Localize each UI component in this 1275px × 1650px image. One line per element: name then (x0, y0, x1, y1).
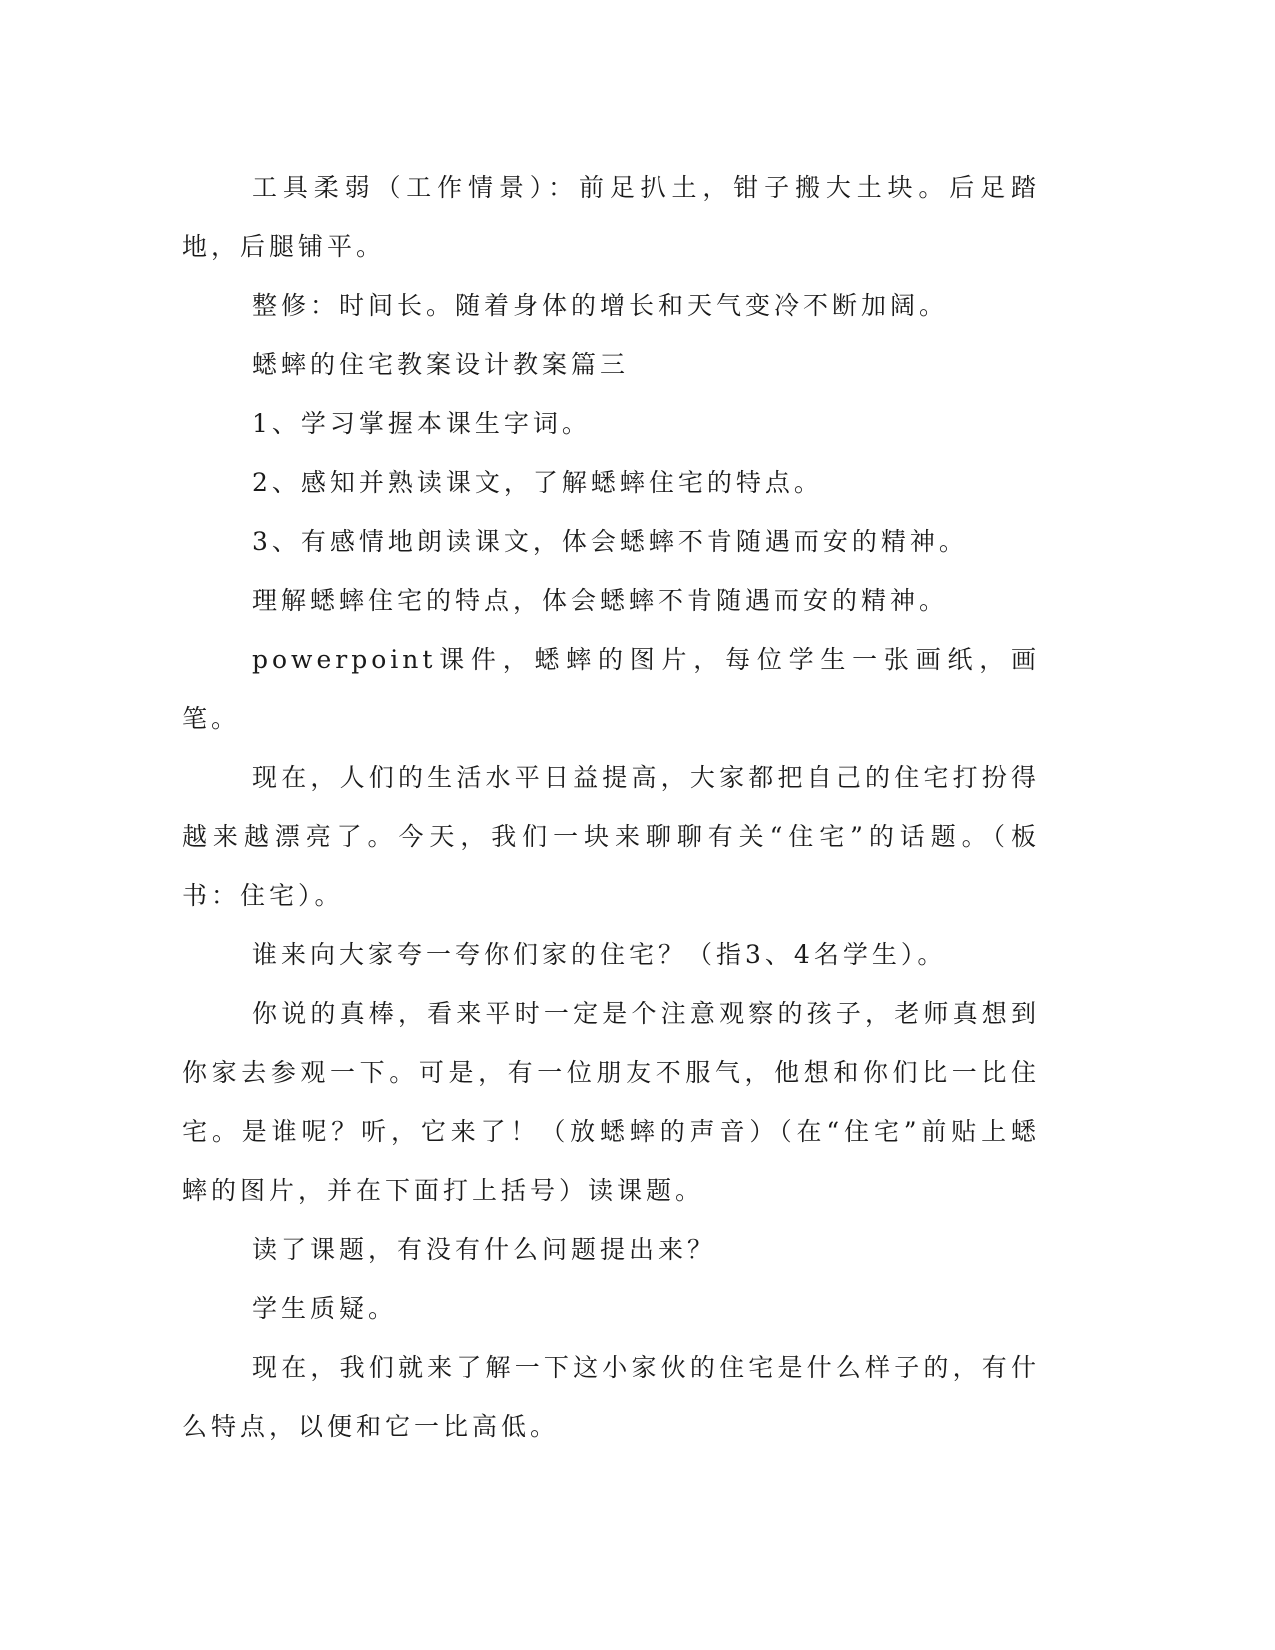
key-points: 理解蟋蟀住宅的特点，体会蟋蟀不肯随遇而安的精神。 (252, 586, 949, 615)
objective-item-3: 3、有感情地朗读课文，体会蟋蟀不肯随遇而安的精神。 (252, 527, 968, 556)
paragraph-transition: 现在，我们就来了解一下这小家伙的住宅是什么样子的，有什么特点，以便和它一比高低。 (182, 1353, 1040, 1441)
objective-item-1: 1、学习掌握本课生字词。 (252, 409, 591, 438)
paragraph-question: 谁来向大家夸一夸你们家的住宅？（指3、4名学生）。 (252, 940, 947, 969)
paragraph-tool-work: 工具柔弱（工作情景）：前足扒土，钳子搬大土块。后足踏地，后腿铺平。 (182, 173, 1040, 261)
paragraph-introduction: 现在，人们的生活水平日益提高，大家都把自己的住宅打扮得越来越漂亮了。今天，我们一块来聊聊有关“住宅”的话题。（板书：住宅）。 (182, 763, 1040, 910)
document-body (182, 158, 1040, 1456)
paragraph-student-questions: 学生质疑。 (252, 1294, 398, 1323)
teaching-materials: powerpoint课件，蟋蟀的图片，每位学生一张画纸，画笔。 (182, 645, 1040, 733)
paragraph-renovation: 整修：时间长。随着身体的增长和天气变冷不断加阔。 (252, 291, 949, 320)
section-heading: 蟋蟀的住宅教案设计教案篇三 (252, 350, 630, 379)
paragraph-read-title: 读了课题，有没有什么问题提出来？ (252, 1235, 717, 1264)
objective-item-2: 2、感知并熟读课文，了解蟋蟀住宅的特点。 (252, 468, 823, 497)
paragraph-praise: 你说的真棒，看来平时一定是个注意观察的孩子，老师真想到你家去参观一下。可是，有一位朋友不服气，他想和你们比一比住宅。是谁呢？听，它来了！（放蟋蟀的声音）（在“住宅”前贴上蟋蟀的图片，并在下面打上括号）读课题。 (182, 999, 1040, 1205)
